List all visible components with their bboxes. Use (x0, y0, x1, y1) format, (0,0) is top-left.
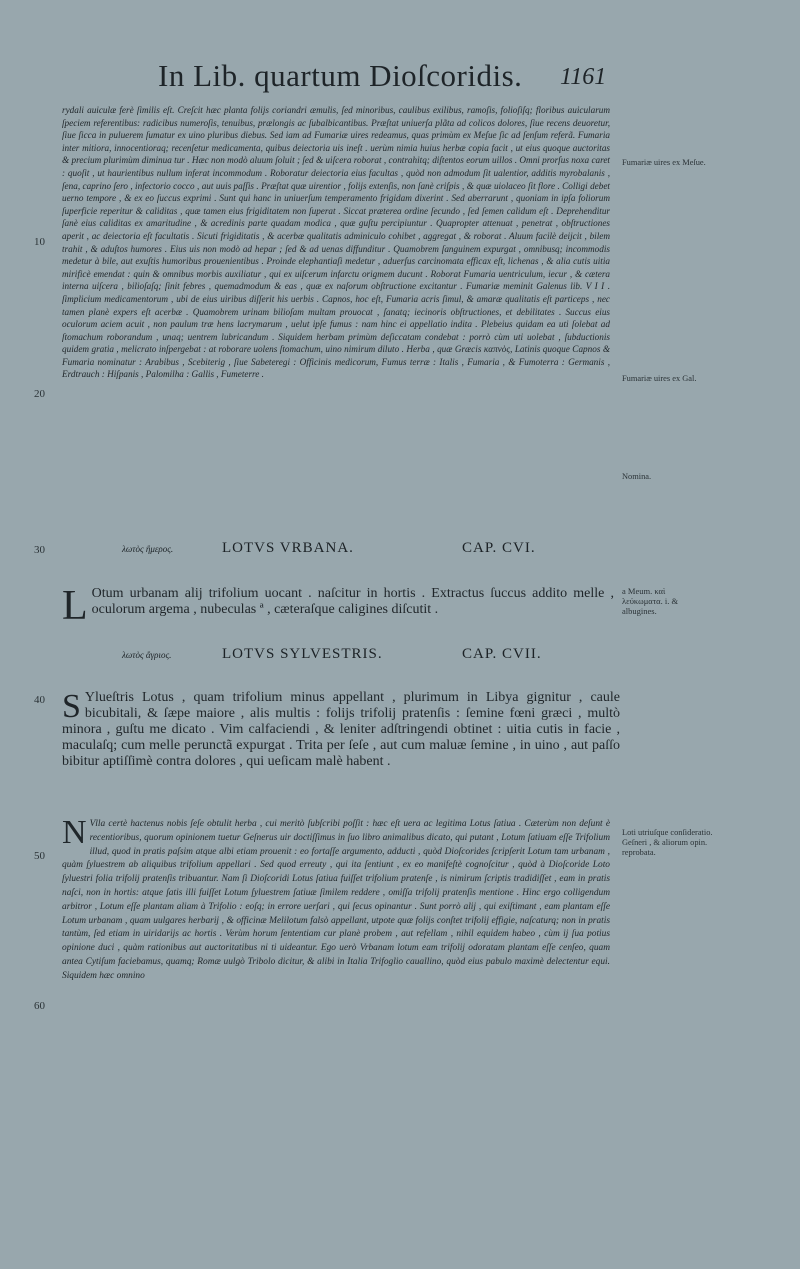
line-number: 50 (34, 850, 45, 862)
drop-cap: S (62, 688, 81, 725)
drop-cap: L (62, 583, 88, 629)
margin-note-mesue: Fumariæ uires ex Meſue. (622, 158, 706, 167)
chapter-heading-106 (62, 540, 622, 560)
margin-note-loti: Loti utriuſque conſideratio. Geſneri , & aliorum opin. reprobata. (622, 828, 713, 857)
line-number: 20 (34, 388, 45, 400)
line-number: 60 (34, 1000, 45, 1012)
fumaria-commentary (62, 104, 610, 381)
footnote: a Meum. καὶ λεύκωματα. i. & albugines. (622, 586, 679, 616)
chapter-body: Ylueſtris Lotus , quam trifolium minus appellant , plurimum in Libya gignitur , caule bicubitali, & ſæpe maiore , alis multis : folijs trifolij pratenſis : ſemine fœni græci , multò minora , guſtu me dicato . Vim calfaciendi , & leniter adſtringendi obtinet : uitia cutis in facie , maculaſq; cum melle perunctã expurgat . Trita per ſeſe , aut cum maluæ ſemine , in uino , aut paſſo bibitur aptiſſimè contra dolores , qui ueſicam malè habent . (62, 690, 620, 769)
chapter-body: Otum urbanam alij trifolium uocant . naſcitur in hortis . Extractus ſuccus addito melle , oculorum argema , nubeculas ª , cæteraſque caligines diſcutit . (91, 586, 614, 617)
line-number: 10 (34, 236, 45, 248)
line-number: 30 (34, 544, 45, 556)
commentary-text: Vlla certè hactenus nobis ſeſe obtulit herba , cui meritò ſubſcribi poſſit : hæc eſt uera ac legitima Lotus ſatiua . Cæterùm non deſunt è recentioribus, quorum opinionem tuetur Geſnerus uir doctiſſimus in ſuo libro animalibus dicato, qui putant , Lotum ſatiuam eſſe Trifolium illud, quod in pratis paſsim atque albi etiam prouenit : eo fortaſſe argumento, adducti , quòd Dioſcorides ſcripſerit Lotum tam urbanam , quàm ſyluestrem ab aliquibus trifolium appellari . Sed quod erreuty , qui ita ſentiunt , ex eo manifeſtè cognoſcitur , quòd à Dioſcoride Loto ſyluestri folia trifolij pratenſis tribuantur. Nam ſi Dioſcoridi Lotus ſatiua fuiſſet trifolium pratenſe , is nimirum ſcriptis tradidiſſet , eam in pratis naſci, non in hortis: atque ſatis illi fuiſſet Lotum ſyluestrem ſatiuæ ſimilem reddere , omiſſa trifolij pratenſis mentione . Hinc ergo colligendum arbitror , Lotum eſſe plantam aliam à Trifolio : eoſq; in errore uerſari , qui ſecus opinantur . Sunt porrò alij , qui exiſtimant , eam plantam eſſe Lotum urbanam , quam uulgares herbarij , & officinæ Melilotum falsò appellant, utpote quæ folijs conſtet trifolij effigie, naſcaturq; non in pratis tantùm, ſed etiam in uiridarijs ac hortis . Verùm horum ſententiam cur planè probem , aut refellam , nihil equidem habeo , cùm ij ſua potius opinione duci , quàm rationibus aut auctoritatibus ni ti uideantur. Ego uerò Vrbanam lotum eam trifolij odoratam plantam eſſe cenſeo, quam antea Cytiſum faciebamus, quamq; Romæ uulgò Tribolo dicitur, & alibi in Italia Trifoglio cauallino, quòd eius pabulo maximè delectentur equi. Siquidem hæc omnino (62, 819, 610, 981)
chapter-title: LOTVS VRBANA. (222, 540, 354, 556)
line-number: 40 (34, 694, 45, 706)
margin-note-nomina: Nomina. (622, 472, 652, 481)
chapter-number: CAP. CVII. (462, 646, 542, 662)
chapter-106-text (62, 583, 614, 629)
drop-cap: N (62, 814, 87, 851)
chapter-title: LOTVS SYLVESTRIS. (222, 646, 383, 662)
greek-title: λωτὸς ἄγριος. (122, 650, 172, 660)
running-head: In Lib. quartum Dioſcoridis. (158, 58, 523, 93)
page-number: 1161 (560, 64, 607, 90)
greek-title: λωτὸς ἥμερος. (122, 544, 174, 554)
fumaria-text: rydali auiculæ ferè ſimilis eſt. Creſcit hæc planta folijs coriandri æmulis, ſed minoribus, caulibus exilibus, ramoſis, folioſiſq; floribus auicularum ſpeciem referentibus: radicibus numeroſis, tenuibus, prælongis ac ſubalbicantibus. Præſtat uniuerſa plãta ad colicos dolores, ſiue recens deuoretur, ſiue ſicca in puluerem ſumatur ex uino pluribus diebus. Sed iam ad Fumariæ uires redeamus, quas primùm ex Meſue ſic ad ſenſum referã. Fumaria inter mitiora, innocentioraq; recenſetur medicamenta, quibus deiectoria uis ineſt . uerùm nimia huius herbæ copia facit , ut eius quoque auctoritas & precium plurimùm diminua tur . Hæc non modò aluum ſoluit ; ſed & uiſcera roborat , contrahitq; diſtentos eorum uillos . Omni prorſus noxa caret : quoſit , ut haurientibus nullum inferat incommodum . Roboratur deiectoria eius facultas , quòd non admodum ſit ualentior, additis myrobalanis , ſena, caprino ſero , infectorio cocco , aut uuis paſſis . Præſtat quæ uirentior , folijs extenſis, non ſanè criſpis , & quæ uiolaceo ſit flore . Colligi debet uerno tempore , & ex eo ſuccus exprimi . Sunt qui hanc in uniuerſum temperamento frigidam dixerint . Sed aberrarunt , quoniam in ipſa foliorum ſuperficie reperitur & caliditas , quæ tamen eius frigiditatem non ſuperat . Siccat præterea ordine ſecundo , ſed ſemen calidum eſt . Deprehenditur ſanè eius caliditas ex amaritudine , & acredinis parte quadam modica , quæ guſtu percipiuntur . Quapropter attenuat , penetrat , obſtructiones aperit , ac deiectoria eſt facultatis . Sicuti frigiditatis , & acerbæ qualitatis adminiculo cohibet , aggregat , & roborat . Aluum facilè deijcit , bilem trahit , & aduſtos humores . Eius uis non modò ad hepar ; ſed & ad uenas diffunditur . Quamobrem ſanguinem expurgat , omnibusq; incommodis medetur à bile, aut exuſtis humoribus prouenientibus . Proinde elephantiaſi medetur , aduerſus carcinomata efficax eſt, lichenas , & alia cutis uitia mirificè emendat : quin & omnibus morbis auxiliatur , qui ex uiſcerum infarctu origmem ducunt . Roborat Fumaria uentriculum, iecur , & cætera interna uiſcera , bilioſaſq; ſinit febres , quemadmodum & eas , quæ ex naſorum obſtructione excitantur . Fumariæ meminit Galenus lib. V I I . ſimplicium medicamentorum , ubi de eius uiribus diſſerit his uerbis . Capnos, hoc eſt, Fumaria acris ſimul, & amaræ qualitatis eſt particeps , nec tamen planè expers eſt acerbæ . Quamobrem urinam bilioſam multam prouocat , ſanatq; iecinoris obſtructiones, et debilitates . Succus eius oculorum aciem acuit , non paulum træ hens lacrymarum , uelut ipſe fumus : nam hinc ei appellatio indita . Plebeius quidam ea uti ſolebat ad ſtomachum roborandum , unaq; uentrem lubricandum . Siquidem herbam primùm deſiccatam condebat : porrò cùm uti uolebat , ſubductionis quidem gratia , melicrato inſpergebat : at roborare uolens ſtomachum, uino nimirum diluto . Herba , quæ Græcis καπνὸς, Latinis quoque Capnos & Fumaria nominatur : Arabibus , Scebiterig , ſiue Sabeteregi : Officinis medicorum, Fumus terræ : Italis , Fumaria , & Fumoterra : Germanis , Erdtrauch : Hiſpanis , Palomilha : Gallis , Fumeterre . (62, 105, 610, 380)
chapter-107-text (62, 690, 620, 770)
margin-note-galen: Fumariæ uires ex Gal. (622, 374, 697, 383)
chapter-heading-107 (62, 646, 622, 666)
lotus-commentary (62, 814, 610, 984)
chapter-number: CAP. CVI. (462, 540, 536, 556)
